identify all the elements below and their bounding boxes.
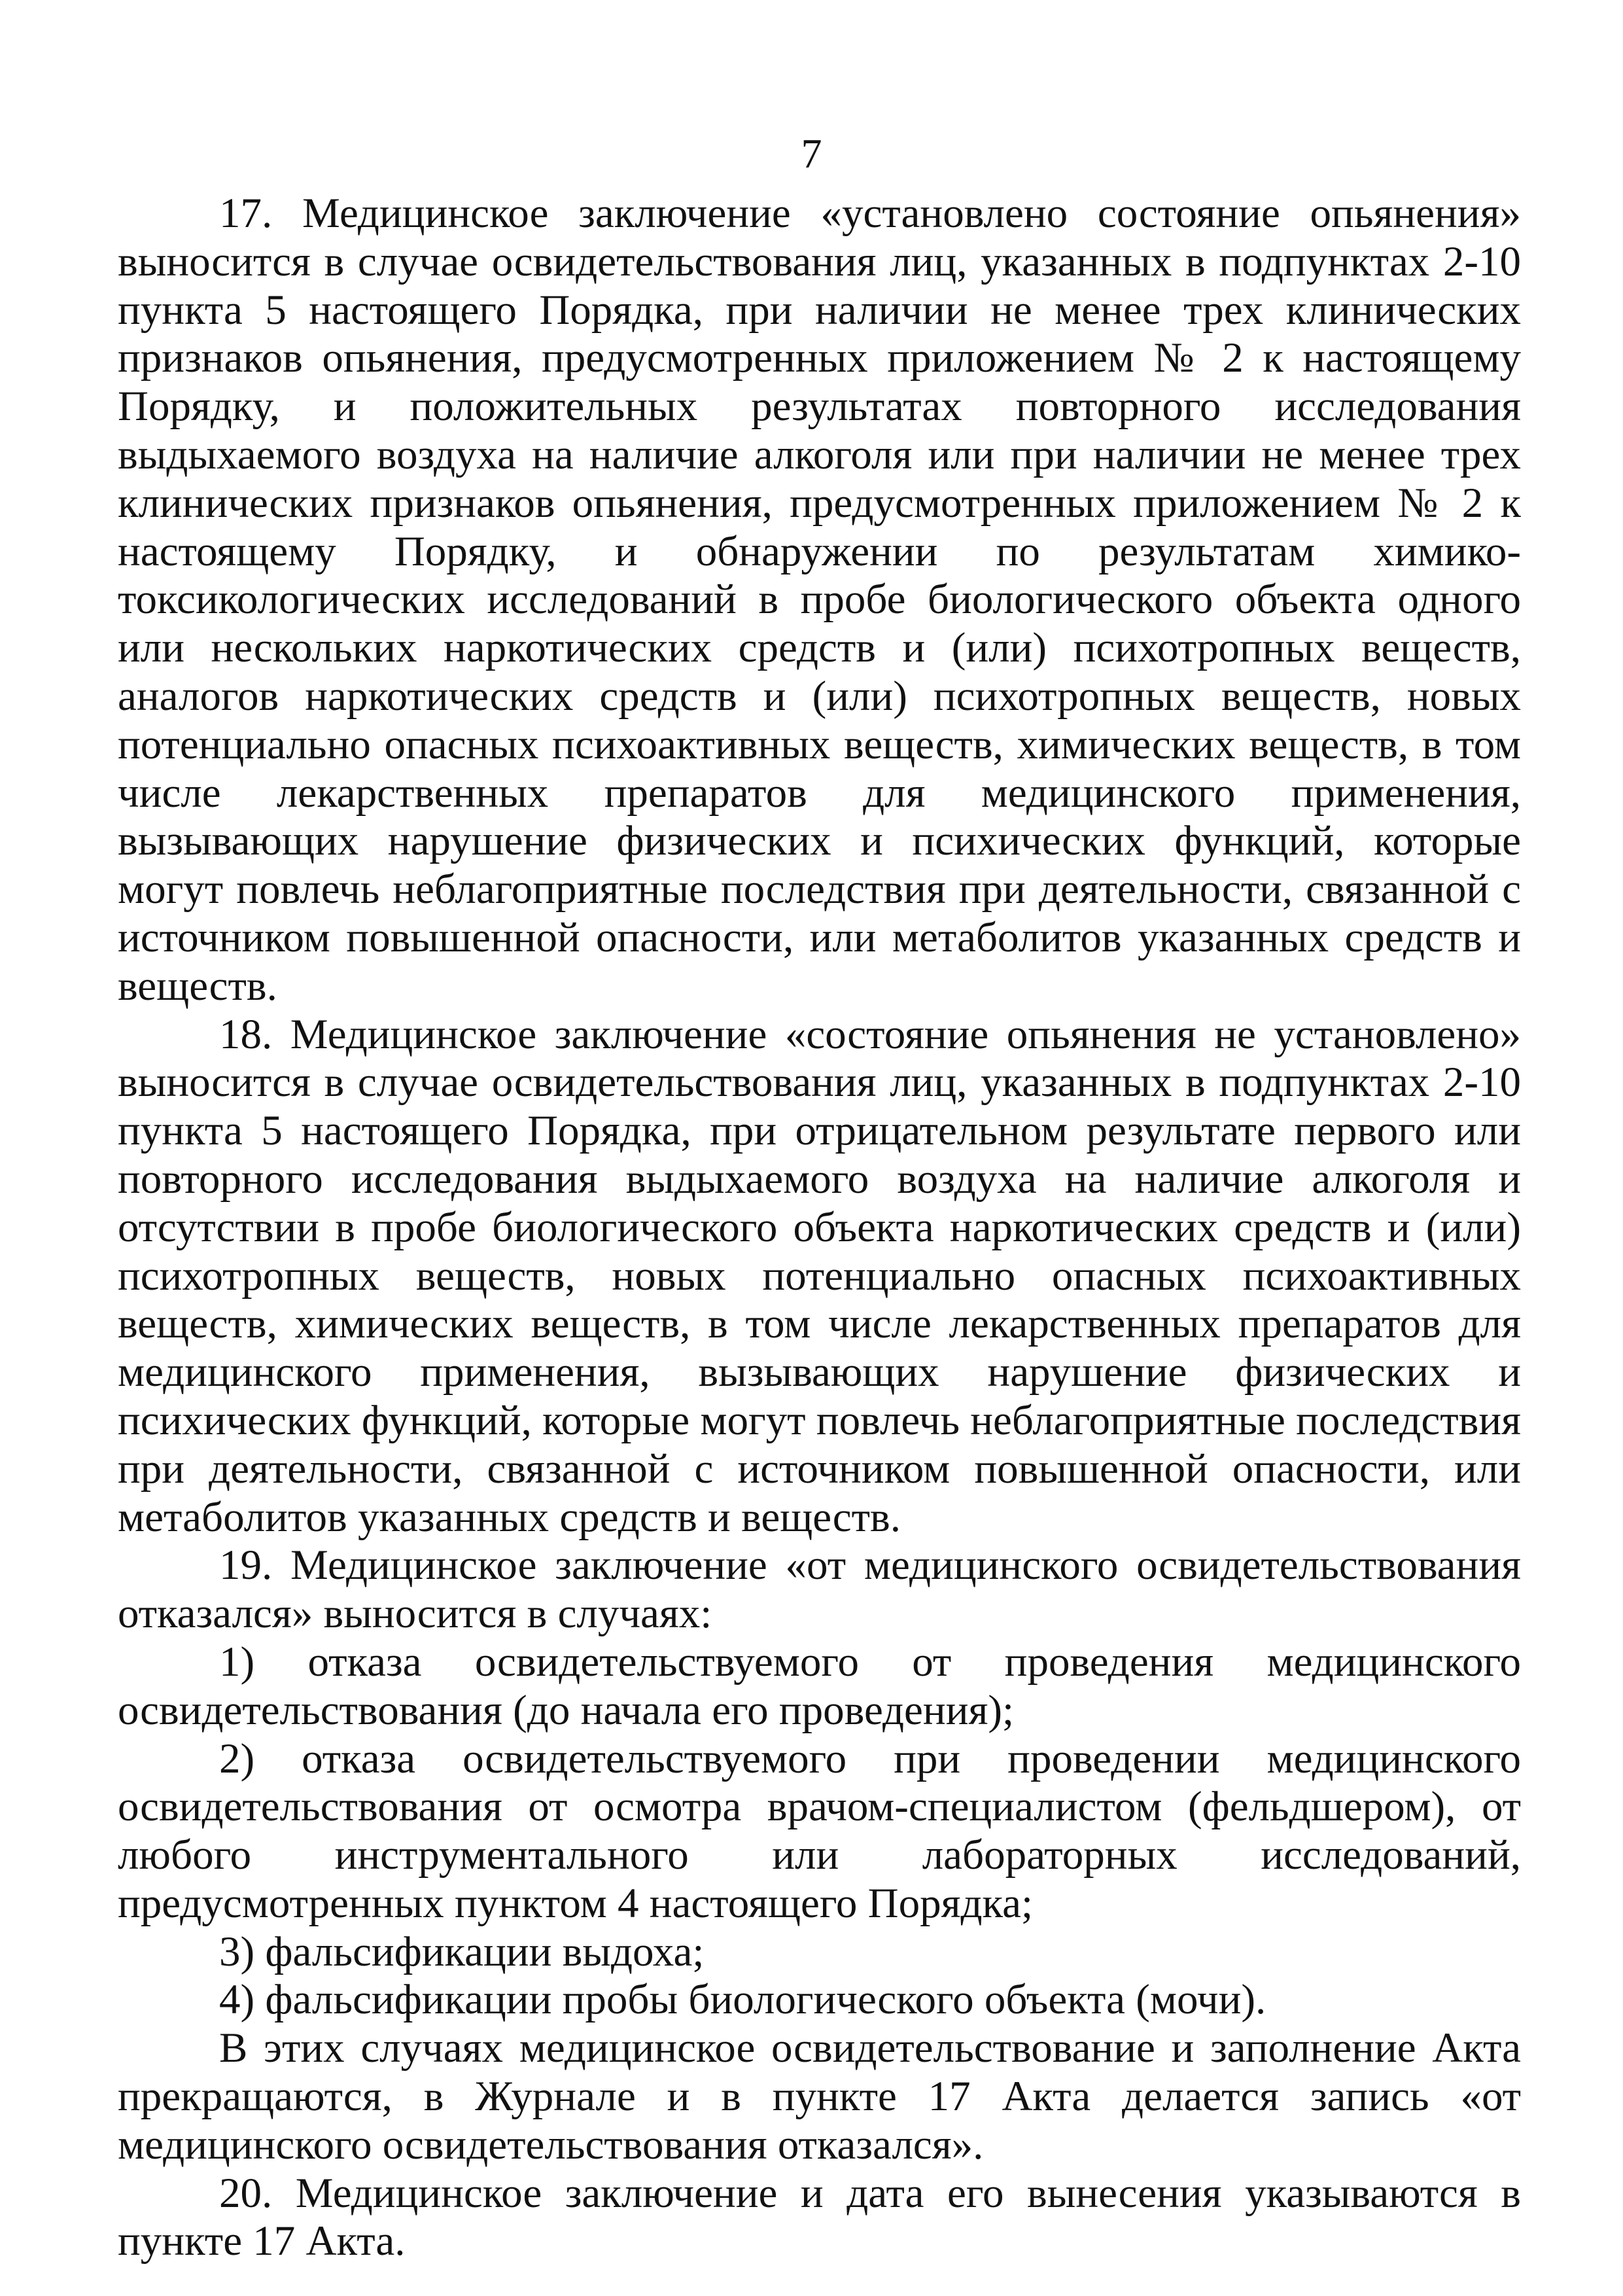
paragraph-17: 17. Медицинское заключение «установлено состояние опьянения» выносится в случае освидетельствования лиц, указанных в подпунктах 2-10 пункта 5 настоящего Порядка, при наличии не менее трех клинических признаков опьянения, предусмотренных приложением № 2 к настоящему Порядку, и положительных результатах повторного исследования выдыхаемого воздуха на наличие алкоголя или при наличии не менее трех клинических признаков опьянения, предусмотренных приложением № 2 к настоящему Порядку, и обнаружении по результатам химико-токсикологических исследований в пробе биологического объекта одного или нескольких наркотических средств и (или) психотропных веществ, аналогов наркотических средств и (или) психотропных веществ, новых потенциально опасных психоактивных веществ, химических веществ, в том числе лекарственных препаратов для медицинского применения, вызывающих нарушение физических и психических функций, которые могут повлечь неблагоприятные последствия при деятельности, связанной с источником повышенной опасности, или метаболитов указанных средств и веществ. [118, 190, 1521, 1010]
paragraph-refusal-note: В этих случаях медицинское освидетельствование и заполнение Акта прекращаются, в Журнале и в пункте 17 Акта делается запись «от медицинского освидетельствования отказался». [118, 2024, 1521, 2168]
list-item-1: 1) отказа освидетельствуемого от проведения медицинского освидетельствования (до начала его проведения); [118, 1638, 1521, 1734]
list-item-3: 3) фальсификации выдоха; [219, 1928, 705, 1975]
page-number: 7 [801, 130, 822, 177]
list-item-4: 4) фальсификации пробы биологического объекта (мочи). [219, 1976, 1266, 2024]
paragraph-19: 19. Медицинское заключение «от медицинского освидетельствования отказался» выносится в случаях: [118, 1542, 1521, 1638]
list-item-2: 2) отказа освидетельствуемого при проведении медицинского освидетельствования от осмотра врачом-специалистом (фельдшером), от любого инструментального или лабораторных исследований, предусмотренных пунктом 4 настоящего Порядка; [118, 1735, 1521, 1927]
document-body [118, 190, 1521, 2266]
paragraph-18: 18. Медицинское заключение «состояние опьянения не установлено» выносится в случае освидетельствования лиц, указанных в подпунктах 2-10 пункта 5 настоящего Порядка, при отрицательном результате первого или повторного исследования выдыхаемого воздуха на наличие алкоголя и отсутствии в пробе биологического объекта наркотических средств и (или) психотропных веществ, новых потенциально опасных психоактивных веществ, химических веществ, в том числе лекарственных препаратов для медицинского применения, вызывающих нарушение физических и психических функций, которые могут повлечь неблагоприятные последствия при деятельности, связанной с источником повышенной опасности, или метаболитов указанных средств и веществ. [118, 1010, 1521, 1541]
paragraph-20: 20. Медицинское заключение и дата его вынесения указываются в пункте 17 Акта. [118, 2169, 1521, 2265]
